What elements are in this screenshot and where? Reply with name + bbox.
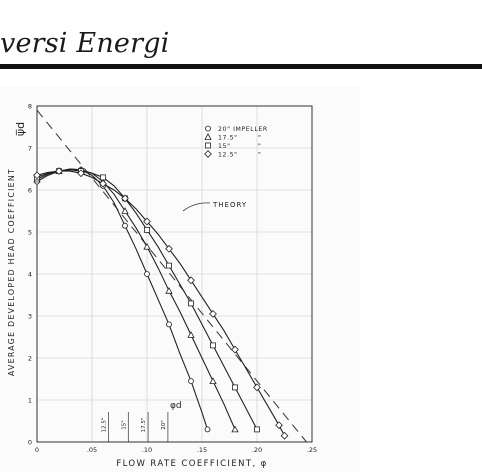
design-point-tick-label: 17.5"	[141, 417, 148, 433]
x-tick-label: .15	[196, 446, 208, 454]
data-point	[145, 272, 150, 277]
data-point	[189, 301, 194, 306]
legend-ditto: "	[258, 151, 261, 159]
legend-ditto: "	[258, 143, 261, 150]
x-tick-label: .20	[251, 446, 263, 454]
x-tick-label: 0	[34, 446, 40, 454]
legend-marker-circle	[206, 126, 211, 131]
data-point	[167, 263, 172, 268]
y-tick-label: 2	[27, 354, 32, 363]
y-tick-label: 7	[27, 144, 32, 153]
y-tick-label: 5	[27, 228, 32, 237]
page-header-title: versi Energi	[0, 28, 170, 59]
data-point	[205, 427, 210, 432]
y-tick-label: 3	[27, 312, 32, 321]
theory-label: THEORY	[213, 201, 248, 209]
data-point	[145, 227, 150, 232]
data-point	[189, 379, 194, 384]
legend-label: 17.5"	[218, 134, 238, 142]
data-point	[101, 175, 106, 180]
y-axis-label: AVERAGE DEVELOPED HEAD COEFFICIENT	[7, 167, 16, 377]
x-tick-label: .05	[86, 446, 98, 454]
header-rule	[0, 64, 482, 69]
legend-label: 20" IMPELLER	[218, 126, 268, 133]
y-tick-label: 1	[27, 396, 32, 405]
y-tick-label: 6	[27, 186, 32, 195]
x-tick-label: .25	[306, 446, 318, 454]
data-point	[233, 385, 238, 390]
head-coefficient-chart	[0, 86, 360, 472]
design-point-label: φd	[170, 401, 182, 411]
x-axis-label: FLOW RATE COEFFICIENT, φ	[116, 459, 268, 469]
y-tick-label: 4	[27, 270, 32, 279]
design-point-tick-label: 12.5"	[101, 417, 108, 433]
data-point	[255, 427, 260, 432]
legend-marker-square	[206, 143, 211, 148]
design-point-tick-label: 20"	[160, 420, 167, 430]
data-point	[211, 343, 216, 348]
data-point	[167, 322, 172, 327]
x-tick-label: .10	[141, 446, 153, 454]
y-tick-label: 8	[27, 102, 32, 111]
legend-label: 12.5"	[218, 151, 238, 159]
y-tick-label: 0	[27, 438, 32, 447]
data-point	[123, 223, 128, 228]
design-point-tick-label: 15"	[121, 420, 128, 430]
legend-label: 15"	[218, 143, 231, 150]
y-axis-symbol: ψ̅d	[14, 121, 27, 137]
legend-ditto: "	[258, 134, 261, 142]
